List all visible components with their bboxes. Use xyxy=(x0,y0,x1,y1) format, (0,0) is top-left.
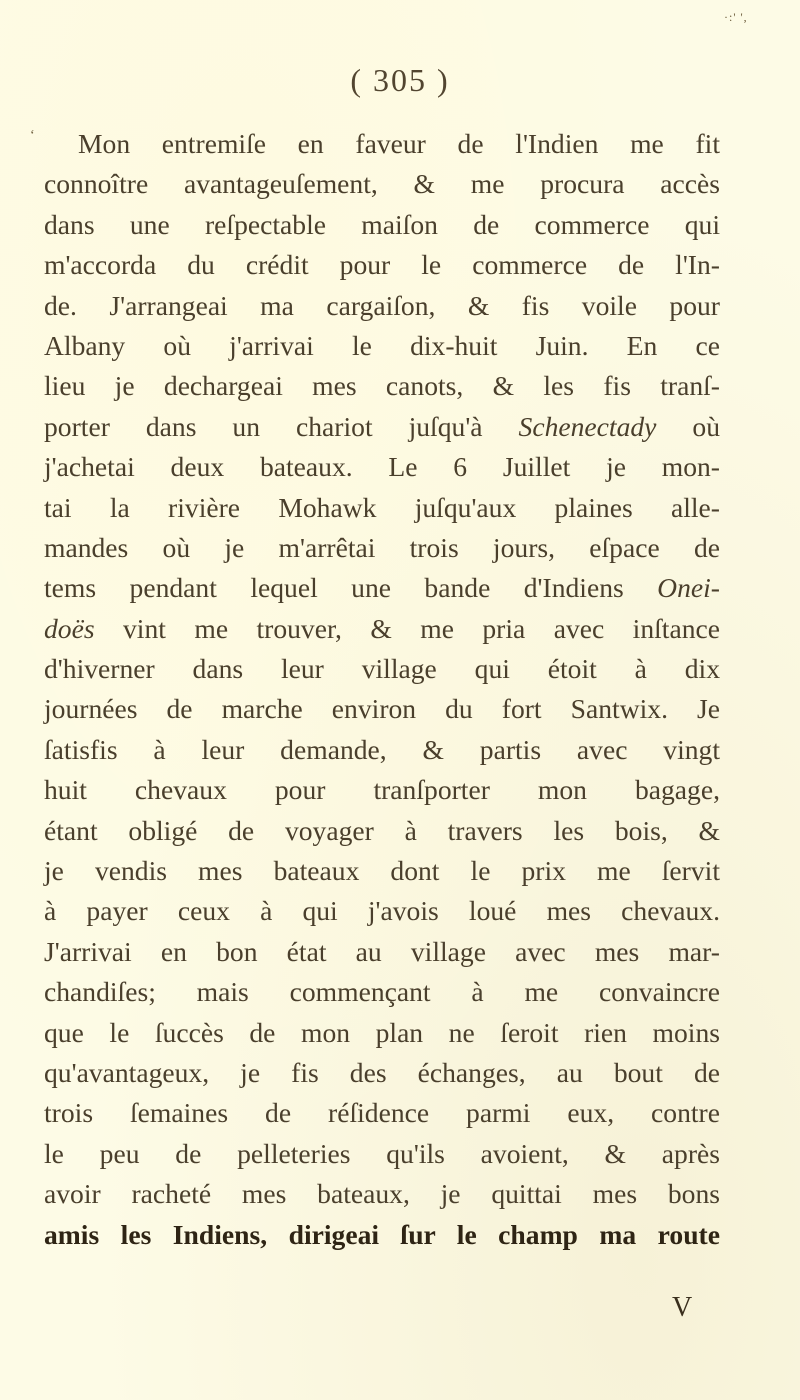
text-line: qu'avantageux, je fis des échanges, au bout de xyxy=(44,1056,720,1088)
text-line: Albany où j'arrivai le dix-huit Juin. En ce xyxy=(44,329,720,361)
italic-tribe-name: doës xyxy=(44,612,95,644)
text-line: chandiſes; mais commençant à me convaincre xyxy=(44,976,720,1008)
text-line: que le ſuccès de mon plan ne ſeroit rien moins xyxy=(44,1016,720,1048)
text-line: dans une reſpectable maiſon de commerce qui xyxy=(44,208,720,240)
signature-catchword: V xyxy=(672,1292,693,1323)
text-line: à payer ceux à qui j'avois loué mes chevaux. xyxy=(44,895,720,927)
text-line: amis les Indiens, dirigeai ſur le champ ma route xyxy=(44,1218,720,1250)
text-line: j'achetai deux bateaux. Le 6 Juillet je mon- xyxy=(44,451,720,483)
page-body-text xyxy=(44,124,720,1255)
text-line: trois ſemaines de réſidence parmi eux, contre xyxy=(44,1097,720,1129)
text-line: J'arrivai en bon état au village avec mes mar- xyxy=(44,935,720,967)
text-segment: porter dans un chariot juſqu'à xyxy=(44,410,519,442)
text-line: huit chevaux pour tranſporter mon bagage, xyxy=(44,774,720,806)
text-line: Mon entremiſe en faveur de l'Indien me fit xyxy=(78,128,720,159)
page-number: ( 305 ) xyxy=(350,62,450,98)
text-line-oneidoes-end xyxy=(44,609,720,649)
italic-place-name: Schenectady xyxy=(518,410,657,442)
corner-specks: ·:' ', xyxy=(724,10,748,24)
text-line: mandes où je m'arrêtai trois jours, eſpace de xyxy=(44,531,720,563)
text-line: lieu je dechargeai mes canots, & les fis tranſ- xyxy=(44,370,720,402)
text-line: étant obligé de voyager à travers les bois, & xyxy=(44,814,720,846)
text-line: connoître avantageuſement, & me procura accès xyxy=(44,168,720,200)
text-segment: où xyxy=(656,410,720,442)
text-line: journées de marche environ du fort Santwix. Je xyxy=(44,693,720,725)
text-segment: vint me trouver, & me pria avec inſtance xyxy=(94,612,720,644)
text-line: tai la rivière Mohawk juſqu'aux plaines alle- xyxy=(44,491,720,523)
text-line: le peu de pelleteries qu'ils avoient, & après xyxy=(44,1137,720,1169)
text-line: m'accorda du crédit pour le commerce de l'In- xyxy=(44,249,720,281)
text-segment: tems pendant lequel une bande d'Indiens xyxy=(44,572,658,604)
text-line-schenectady xyxy=(44,407,720,447)
text-line: ſatisfis à leur demande, & partis avec vingt xyxy=(44,733,720,765)
stray-ink-mark: ʻ xyxy=(30,128,35,143)
text-line: de. J'arrangeai ma cargaiſon, & fis voile pour xyxy=(44,289,720,321)
text-line: je vendis mes bateaux dont le prix me ſervit xyxy=(44,855,720,887)
text-line: d'hiverner dans leur village qui étoit à dix xyxy=(44,653,720,685)
text-line-oneidoes-start xyxy=(44,568,720,608)
italic-tribe-name: Onei- xyxy=(657,572,720,604)
text-line: avoir racheté mes bateaux, je quittai mes bons xyxy=(44,1178,720,1210)
